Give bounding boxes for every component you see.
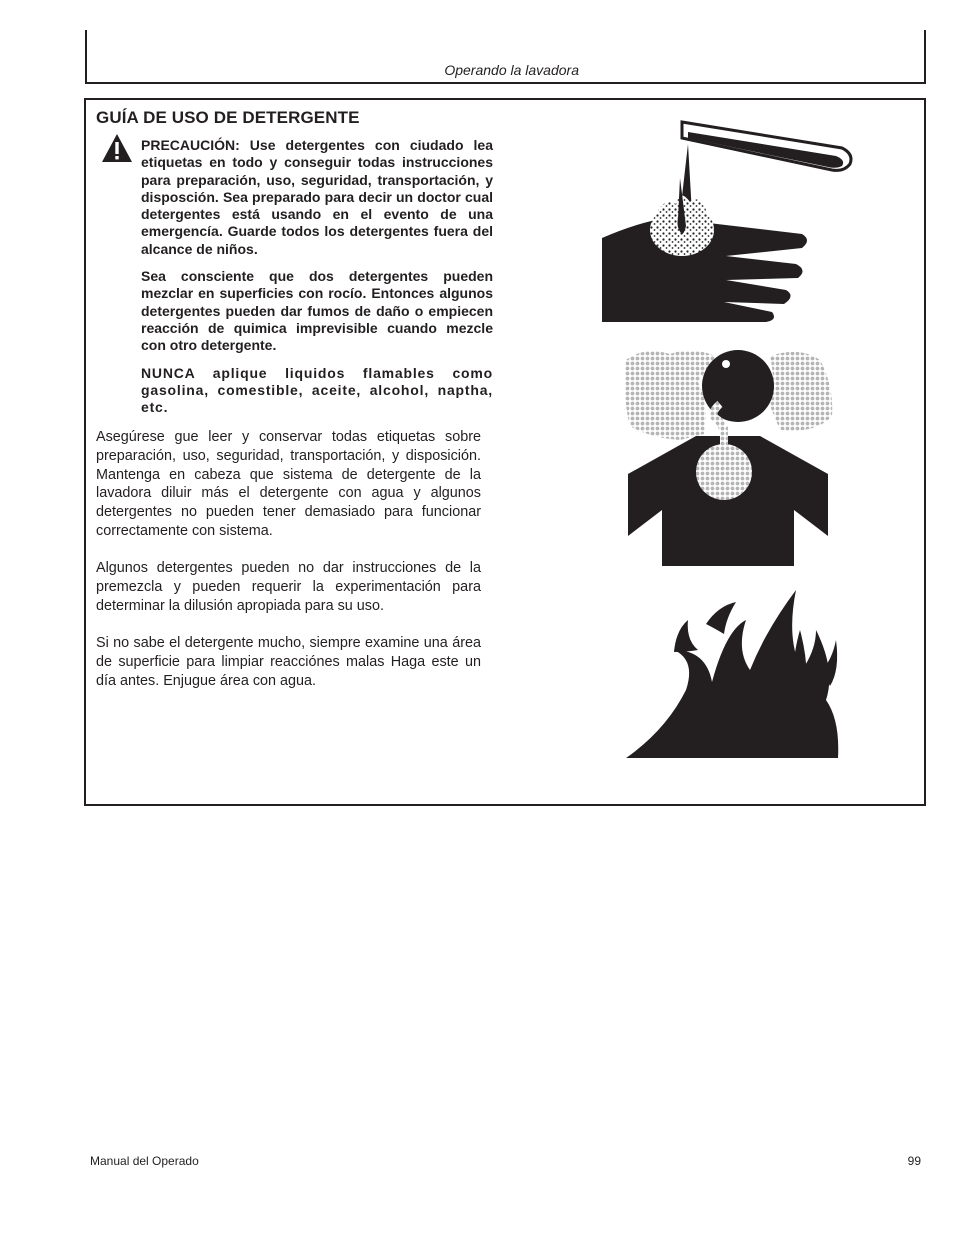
header-box: [85, 30, 926, 84]
body-text: [96, 428, 481, 709]
corrosive-hand-icon: [596, 118, 858, 328]
caution-block: [141, 137, 493, 426]
body-paragraph: Asegúrese gue leer y conservar todas etiquetas sobre preparación, uso, seguridad, transportación, y disposición. Mantenga en cabeza que sistema de detergente de la lavadora diluir más el detergente con agua y algunos detergentes no pueden tener demasiado para funcionar correctamente con sistema.: [96, 429, 481, 539]
footer-manual-title: Manual del Operado: [90, 1154, 199, 1168]
warning-triangle-icon: [101, 133, 133, 163]
body-paragraph: Algunos detergentes pueden no dar instrucciones de la premezcla y pueden requerir la experimentación para determinar la dilusión apropiada para su uso.: [96, 560, 481, 614]
running-header: Operando la lavadora: [444, 62, 579, 78]
toxic-fumes-icon: [620, 346, 836, 568]
caution-paragraph: Sea consciente que dos detergentes pueden mezclar en superficies con rocío. Entonces algunos detergentes pueden dar fumos de daño o empiecen reacción de quimica imprevisible cuando mezcle con otro detergente.: [141, 268, 493, 354]
caution-paragraph: NUNCA aplique liquidos flamables como gasolina, comestible, aceite, alcohol, naptha, etc.: [141, 364, 493, 416]
caution-paragraph: PRECAUCIÓN: Use detergentes con ciudado lea etiquetas en todo y conseguir todas instrucciones para preparación, uso, seguridad, transportación, y disposción. Sea preparado para decir un doctor cual detergentes está usando en el evento de una emergencía. Guarde todos los detergentes fuera del alcance de niños.: [141, 137, 493, 257]
body-paragraph: Si no sabe el detergente mucho, siempre examine una área de superficie para limpiar reacciónes malas Haga este un día antes. Enjugue área con agua.: [96, 635, 481, 689]
content-box: [84, 98, 926, 806]
flame-icon: [626, 590, 840, 758]
page-number: 99: [907, 1154, 921, 1168]
section-title: GUÍA DE USO DE DETERGENTE: [96, 108, 360, 127]
